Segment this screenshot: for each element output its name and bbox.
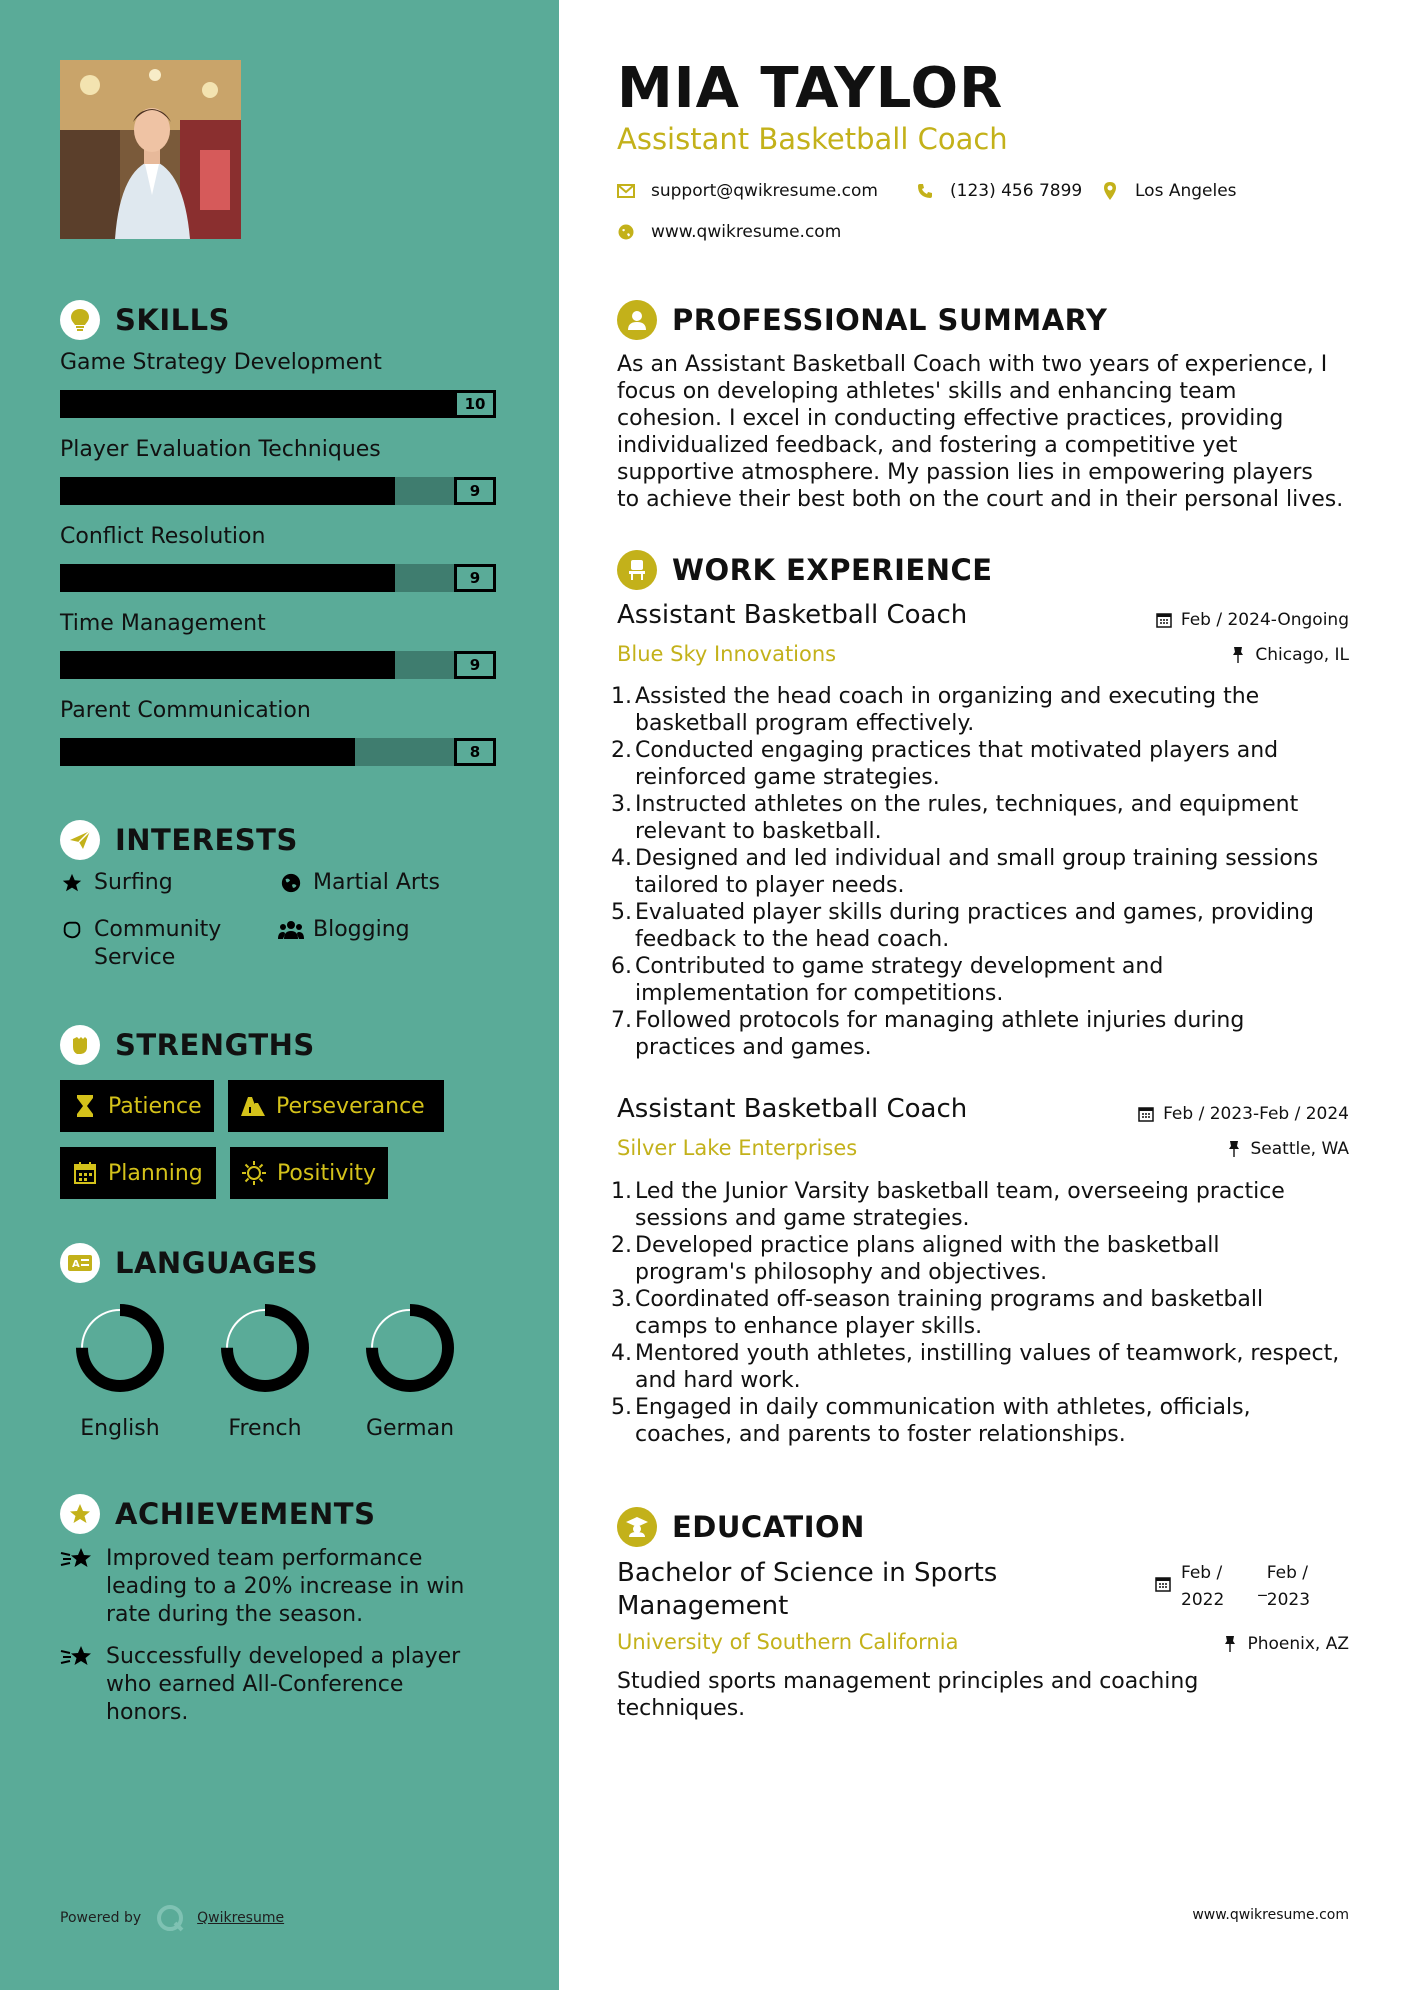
phone-text: (123) 456 7899 xyxy=(950,181,1083,201)
skill-bar xyxy=(60,390,496,418)
language-item xyxy=(350,1302,470,1441)
language-ring xyxy=(219,1302,311,1394)
work-heading xyxy=(617,548,993,592)
job-title: Assistant Basketball Coach xyxy=(617,1094,968,1124)
duty-item: Engaged in daily communication with athletes, officials, coaches, and parents to foster relationships. xyxy=(635,1395,1251,1447)
strengths-heading xyxy=(60,1023,315,1067)
email-text: support@qwikresume.com xyxy=(651,181,878,201)
skill-bar xyxy=(60,564,496,592)
graduate-icon xyxy=(617,1507,657,1547)
interests-heading xyxy=(60,818,298,862)
interest-item xyxy=(58,916,221,972)
job-date: Feb / 2024-Ongoing xyxy=(1155,610,1349,630)
website-text: www.qwikresume.com xyxy=(651,222,842,242)
strength-label: Planning xyxy=(108,1160,203,1186)
calendar-icon xyxy=(1137,1105,1155,1123)
achievements-title: ACHIEVEMENTS xyxy=(115,1497,376,1531)
calendar-icon xyxy=(72,1162,98,1184)
language-item xyxy=(205,1302,325,1441)
skill-name: Conflict Resolution xyxy=(60,524,266,549)
candidate-role: Assistant Basketball Coach xyxy=(617,122,1008,156)
languages-heading xyxy=(60,1241,318,1285)
duty-item: Coordinated off-season training programs and basketball camps to enhance player skills. xyxy=(635,1287,1264,1339)
education-description: Studied sports management principles and coaching techniques. xyxy=(617,1669,1199,1721)
strengths-title: STRENGTHS xyxy=(115,1028,315,1062)
language-name: French xyxy=(228,1416,302,1441)
calendar-icon xyxy=(1155,611,1173,629)
education-title: EDUCATION xyxy=(672,1510,865,1544)
education-dates: Feb / 2022 _ Feb / 2023 xyxy=(1155,1560,1310,1614)
contact-email[interactable] xyxy=(617,181,878,201)
profile-photo xyxy=(60,60,241,239)
achievement-text: Improved team performance xyxy=(106,1546,423,1571)
job-date: Feb / 2023-Feb / 2024 xyxy=(1137,1104,1349,1124)
star-icon xyxy=(58,869,86,897)
contact-phone[interactable] xyxy=(916,181,1082,201)
fist-icon xyxy=(60,1025,100,1065)
duty-item: Instructed athletes on the rules, techniques, and equipment relevant to basketball. xyxy=(635,792,1299,844)
achievement-text: leading to a 20% increase in win xyxy=(106,1574,465,1599)
interest-label: Service xyxy=(94,945,176,970)
interest-label: Blogging xyxy=(313,917,410,942)
skill-bar-fill xyxy=(60,477,395,505)
achievement-text: who earned All-Conference xyxy=(106,1672,404,1697)
paper-plane-icon xyxy=(60,820,100,860)
language-name: German xyxy=(365,1416,455,1441)
work-title: WORK EXPERIENCE xyxy=(672,553,993,587)
duty-item: Contributed to game strategy development and implementation for competitions. xyxy=(635,954,1164,1006)
skills-heading xyxy=(60,298,230,342)
language-ring xyxy=(364,1302,456,1394)
strength-label: Positivity xyxy=(276,1160,376,1186)
languages-title: LANGUAGES xyxy=(115,1246,319,1280)
skill-level: 9 xyxy=(454,564,496,592)
interest-item xyxy=(277,916,410,944)
location-text: Los Angeles xyxy=(1135,181,1237,201)
job-location: Seattle, WA xyxy=(1225,1139,1350,1159)
duty-item: Mentored youth athletes, instilling values of teamwork, respect, and hard work. xyxy=(635,1341,1340,1393)
sun-icon xyxy=(242,1161,267,1185)
interest-label: Community xyxy=(94,917,222,942)
skill-name: Player Evaluation Techniques xyxy=(60,437,381,462)
education-heading xyxy=(617,1505,865,1549)
skill-bar xyxy=(60,477,496,505)
skill-level: 9 xyxy=(454,651,496,679)
skill-bar-fill xyxy=(60,390,454,418)
qwikresume-logo-icon xyxy=(155,1903,185,1933)
phone-icon xyxy=(916,182,934,200)
strength-badge xyxy=(60,1147,216,1199)
skill-level: 10 xyxy=(454,390,496,418)
sidebar xyxy=(0,0,559,1990)
contact-location xyxy=(1101,181,1237,201)
strength-label: Patience xyxy=(108,1093,202,1119)
skill-bar-fill xyxy=(60,738,355,766)
skill-bar xyxy=(60,651,496,679)
language-card-icon xyxy=(60,1243,100,1283)
interest-item xyxy=(58,869,173,897)
footer-url[interactable]: www.qwikresume.com xyxy=(1192,1907,1349,1923)
interests-title: INTERESTS xyxy=(115,823,298,857)
achievement-text: Successfully developed a player xyxy=(106,1644,461,1669)
company-name: Blue Sky Innovations xyxy=(617,642,837,666)
achievement-text: honors. xyxy=(106,1700,189,1725)
duty-item: Evaluated player skills during practices and games, providing feedback to the head coach. xyxy=(635,900,1314,952)
interest-item xyxy=(277,869,440,897)
language-item xyxy=(60,1302,180,1441)
summary-title: PROFESSIONAL SUMMARY xyxy=(672,303,1108,337)
lightbulb-icon xyxy=(60,300,100,340)
language-ring xyxy=(74,1302,166,1394)
user-icon xyxy=(617,300,657,340)
envelope-icon xyxy=(617,182,635,200)
achievement-text: rate during the season. xyxy=(106,1602,364,1627)
job-location: Chicago, IL xyxy=(1229,645,1349,665)
company-name: Silver Lake Enterprises xyxy=(617,1136,858,1160)
achievements-heading xyxy=(60,1492,375,1536)
school-name: University of Southern California xyxy=(617,1630,959,1654)
globe-icon xyxy=(617,223,635,241)
pushpin-icon xyxy=(1221,1635,1239,1653)
strength-badge xyxy=(60,1080,214,1132)
achievement-item xyxy=(60,1643,490,1727)
chair-icon xyxy=(617,550,657,590)
duty-item: Conducted engaging practices that motivated players and reinforced game strategies. xyxy=(635,738,1279,790)
skill-bar-fill xyxy=(60,651,395,679)
education-location: Phoenix, AZ xyxy=(1221,1634,1349,1654)
people-icon xyxy=(240,1095,266,1117)
powered-by-label: Powered by xyxy=(60,1910,142,1926)
qwikresume-link[interactable]: Qwikresume xyxy=(197,1910,285,1926)
achievement-item xyxy=(60,1545,490,1629)
interest-label: Surfing xyxy=(94,870,173,895)
degree-title: Bachelor of Science in Sports Management xyxy=(617,1558,998,1621)
job-duties xyxy=(635,1178,1365,1448)
duty-item: Followed protocols for managing athlete injuries during practices and games. xyxy=(635,1008,1245,1060)
job-duties xyxy=(635,683,1365,1061)
skill-bar-fill xyxy=(60,564,395,592)
duty-item: Led the Junior Varsity basketball team, overseeing practice sessions and game strategies. xyxy=(635,1179,1285,1231)
pushpin-icon xyxy=(1225,1140,1243,1158)
calendar-icon xyxy=(1155,1574,1173,1601)
language-name: English xyxy=(80,1416,160,1441)
skill-level: 9 xyxy=(454,477,496,505)
star-badge-icon xyxy=(60,1494,100,1534)
interest-label: Martial Arts xyxy=(313,870,441,895)
strength-badge xyxy=(228,1080,444,1132)
skill-name: Parent Communication xyxy=(60,698,311,723)
job-title: Assistant Basketball Coach xyxy=(617,600,968,630)
hourglass-icon xyxy=(72,1094,98,1118)
skills-title: SKILLS xyxy=(115,303,230,337)
hand-icon xyxy=(58,916,86,944)
shooting-star-icon xyxy=(60,1643,100,1671)
map-pin-icon xyxy=(1101,182,1119,200)
skill-name: Time Management xyxy=(60,611,266,636)
candidate-name: MIA TAYLOR xyxy=(617,56,1004,121)
duty-item: Designed and led individual and small group training sessions tailored to player needs. xyxy=(635,846,1319,898)
skill-name: Game Strategy Development xyxy=(60,350,382,375)
strength-label: Perseverance xyxy=(276,1093,425,1119)
duty-item: Assisted the head coach in organizing and executing the basketball program effectively. xyxy=(635,684,1260,736)
svg-text:A: A xyxy=(72,1259,80,1270)
globe-icon xyxy=(277,869,305,897)
summary-heading xyxy=(617,298,1107,342)
shooting-star-icon xyxy=(60,1545,100,1573)
skill-level: 8 xyxy=(454,738,496,766)
duty-item: Developed practice plans aligned with the basketball program's philosophy and objectives. xyxy=(635,1233,1220,1285)
summary-text: As an Assistant Basketball Coach with two years of experience, I focus on developing athletes' skills and enhancing team cohesion. I excel in conducting effective practices, providing individualized feedback, and fostering a competitive yet supportive atmosphere. My passion lies in empowering players to achieve their best both on the court and in their personal lives. xyxy=(617,352,1344,512)
strength-badge xyxy=(230,1147,388,1199)
pushpin-icon xyxy=(1229,646,1247,664)
users-icon xyxy=(277,916,305,944)
powered-by xyxy=(60,1903,284,1933)
skill-bar xyxy=(60,738,496,766)
contact-website[interactable] xyxy=(617,222,841,242)
